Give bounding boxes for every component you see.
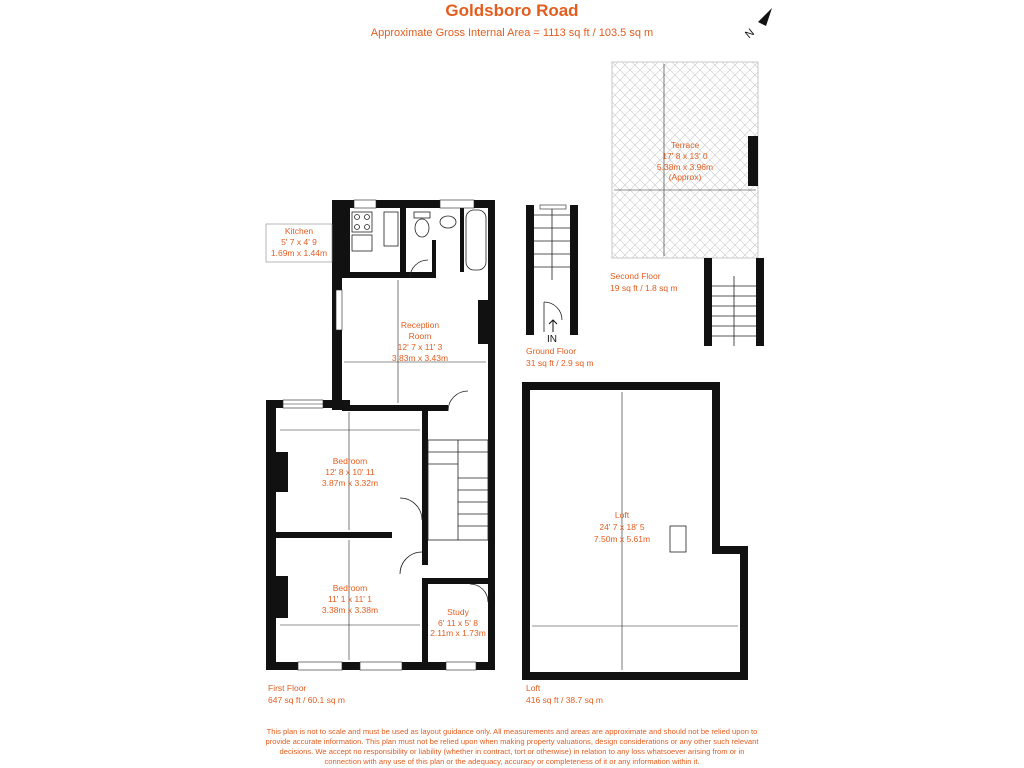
reception-imperial: 12' 7 x 11' 3: [397, 342, 443, 352]
first-floor-plan: [266, 200, 495, 670]
entrance-label: IN: [547, 334, 557, 345]
disclaimer-line: This plan is not to scale and must be used as layout guidance only. All measurements and areas are approximate and should not be relied upon to: [266, 727, 758, 736]
study-metric: 2.11m x 1.73m: [430, 628, 486, 638]
terrace-imperial: 17' 8 x 13' 0: [662, 151, 708, 161]
ground-floor-area: 31 sq ft / 2.9 sq m: [526, 358, 594, 368]
compass-letter: N: [743, 26, 757, 42]
kitchen-imperial: 5' 7 x 4' 9: [281, 237, 317, 247]
first-floor-name: First Floor: [268, 683, 307, 693]
second-floor-name: Second Floor: [610, 271, 661, 281]
loft-floor-area: 416 sq ft / 38.7 sq m: [526, 695, 604, 705]
bedroom-1-name: Bedroom: [332, 456, 368, 466]
study-imperial: 6' 11 x 5' 8: [438, 618, 478, 628]
reception-name-1: Reception: [400, 320, 440, 330]
loft-label: [594, 510, 650, 544]
kitchen-name: Kitchen: [284, 226, 314, 236]
bedroom-1-label: [322, 456, 378, 488]
reception-name-2: Room: [408, 331, 432, 341]
kitchen-callout: [266, 224, 332, 262]
bedroom-2-imperial: 11' 1 x 11' 1: [327, 594, 373, 604]
loft-metric: 7.50m x 5.61m: [593, 534, 651, 544]
disclaimer-line: decisions. We accept no responsibility or liability (whether in contract, tort or otherwise) in relation to any loss whatsoever arising from or in: [279, 747, 745, 756]
bedroom-2-metric: 3.38m x 3.38m: [321, 605, 379, 615]
loft-imperial: 24' 7 x 18' 5: [599, 522, 645, 532]
reception-metric: 3.83m x 3.43m: [391, 353, 449, 363]
gross-area: Approximate Gross Internal Area = 1113 sq ft / 103.5 sq m: [370, 27, 654, 39]
north-compass-icon: [743, 8, 772, 41]
ground-floor-name: Ground Floor: [526, 346, 577, 356]
disclaimer-line: provide accurate information. This plan must not be relied upon when making property valuations, design considerations or any other such relevant: [265, 737, 759, 746]
plan-title: Goldsboro Road: [445, 1, 579, 20]
entrance-arrow-icon: [549, 320, 557, 332]
bedroom-2-name: Bedroom: [332, 583, 368, 593]
kitchen-metric: 1.69m x 1.44m: [270, 248, 328, 258]
bedroom-1-metric: 3.87m x 3.32m: [321, 478, 379, 488]
loft-name: Loft: [614, 510, 630, 520]
bedroom-1-imperial: 12' 8 x 10' 11: [325, 467, 375, 477]
disclaimer-line: connection with any use of this plan or the adequacy, accuracy or completeness of it or any information within it.: [324, 757, 700, 766]
bedroom-2-label: [322, 583, 378, 615]
study-label: [430, 607, 486, 638]
second-floor-area: 19 sq ft / 1.8 sq m: [610, 283, 678, 293]
terrace-note: (Approx): [668, 172, 702, 182]
terrace-metric: 5.38m x 3.96m: [656, 162, 714, 172]
first-floor-area: 647 sq ft / 60.1 sq m: [268, 695, 346, 705]
ground-floor-plan: [526, 205, 578, 345]
study-name: Study: [447, 607, 469, 617]
reception-room-label: [392, 320, 448, 363]
terrace-name: Terrace: [670, 140, 700, 150]
disclaimer: [266, 727, 760, 766]
terrace-plan: [612, 62, 764, 346]
loft-floor-name: Loft: [526, 683, 541, 693]
